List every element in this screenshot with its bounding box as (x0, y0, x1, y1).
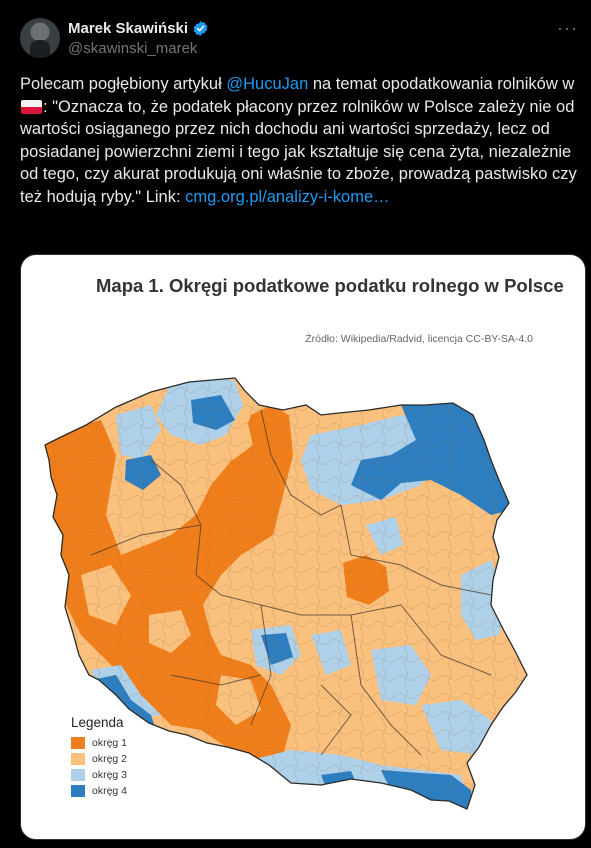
legend-swatch (71, 769, 85, 781)
legend-label: okręg 1 (92, 737, 128, 749)
verified-badge-icon (192, 20, 209, 37)
legend-swatch (71, 785, 85, 797)
map-source: Źródło: Wikipedia/Radvid, licencja CC-BY-SA-4.0 (305, 333, 533, 345)
legend-swatch (71, 753, 85, 765)
legend-item (71, 751, 127, 767)
more-options-icon[interactable]: ··· (557, 18, 578, 38)
article-link[interactable]: cmg.org.pl/analizy-i-kome… (185, 187, 390, 206)
legend-item (71, 735, 127, 751)
legend-title: Legenda (71, 715, 124, 730)
author-handle[interactable]: @skawinski_marek (68, 40, 198, 57)
media-image[interactable] (20, 254, 586, 840)
avatar[interactable] (20, 18, 60, 58)
poland-flag-icon (21, 100, 42, 114)
tweet-text-part: Polecam pogłębiony artykuł (20, 75, 227, 93)
mention-link[interactable]: @HucuJan (226, 75, 309, 93)
tweet-text-part: na temat opodatkowania rolników w (308, 75, 575, 93)
tweet-text (20, 73, 578, 209)
legend-label: okręg 3 (92, 769, 128, 781)
legend-swatch (71, 737, 85, 749)
author-name-row[interactable] (68, 20, 209, 37)
tweet-header (20, 18, 580, 62)
legend-label: okręg 4 (92, 785, 128, 797)
tweet-text-part: : "Oznacza to, że podatek płacony przez rolników w Polsce zależy nie od wartości osiąganego przez nich dochodu ani wartości sprzedaży, lecz od posiadanej powierzchni ziemi i tego jak kształtuje się cena żyta, niezależnie od tego, czy akurat produkują oni właśnie to zboże, prowadzą pastwisko czy też hodują ryby." Link: (20, 97, 577, 206)
map-title: Mapa 1. Okręgi podatkowe podatku rolnego w Polsce (96, 275, 564, 296)
legend-item (71, 767, 127, 783)
author-display-name[interactable]: Marek Skawiński (68, 20, 189, 37)
legend-label: okręg 2 (92, 753, 128, 765)
map-legend (71, 715, 127, 799)
legend-item (71, 783, 127, 799)
